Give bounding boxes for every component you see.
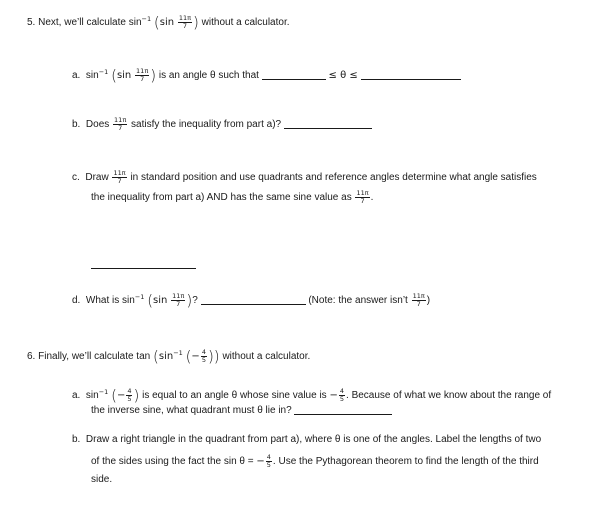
- inverse-superscript: −1: [141, 15, 152, 23]
- inverse-superscript: −1: [98, 68, 109, 76]
- paren-open: (: [111, 386, 117, 405]
- fraction-11pi-7: $\frac{11\pi}{7}$: [178, 13, 192, 30]
- q5a-sin-text: sin: [85, 70, 99, 81]
- fraction-11pi-7: $\frac{11\pi}{7}$: [412, 291, 425, 308]
- q6b-line2-post: Use the Pythagorean theorem to find the length of the third: [278, 456, 539, 468]
- q6-intro-post: without a calculator.: [222, 351, 311, 362]
- q5a-inequality: ≤ θ ≤: [328, 70, 358, 81]
- paren-close: ): [186, 291, 193, 310]
- paren-open: (: [153, 13, 160, 32]
- q6b-row3: [91, 473, 112, 487]
- paren-open: (: [185, 347, 192, 366]
- q6-number: 6.: [27, 351, 36, 362]
- fraction-4-5: $\frac{4}{5}$: [127, 386, 132, 403]
- q6b-line2-pre: of the sides using the fact the sin θ =: [91, 456, 254, 468]
- q5-intro-text: Next, we’ll calculate sin: [38, 17, 142, 28]
- q5c-answer-blank[interactable]: [91, 258, 196, 269]
- fraction-11pi-7: $\frac{11\pi}{7}$: [113, 169, 126, 185]
- q5c-label: c.: [72, 172, 80, 184]
- q6b-row1: [72, 433, 541, 447]
- q6a-line2: the inverse sine, what quadrant must θ lie in?: [91, 405, 292, 416]
- fraction-11pi-7: $\frac{11\pi}{7}$: [172, 291, 185, 308]
- fraction-4-5: $\frac{4}{5}$: [339, 386, 344, 403]
- q5b-row: [72, 117, 372, 132]
- fraction-4-5: $\frac{4}{5}$: [201, 347, 206, 364]
- paren-close: )): [207, 347, 220, 366]
- q5a-answer-blank-upper[interactable]: [361, 69, 461, 80]
- q5c-text: in standard position and use quadrants and reference angles determine what angle satisfies: [130, 172, 537, 184]
- q6a-sin-text: sin: [85, 390, 99, 401]
- q6-header: [27, 346, 310, 364]
- fraction-4-5: $\frac{4}{5}$: [266, 453, 271, 469]
- paren-open: (: [111, 66, 117, 85]
- q5b-label: b.: [72, 119, 81, 131]
- q6a-row1: a. $\sin^{-1}$ (− $\frac{4}{5}$ ) is equal to an angle θ whose sine value is − $\frac{4}{5}$ . Because of what we know about the range of: [72, 386, 552, 405]
- minus-sign: −: [116, 390, 126, 401]
- sin-label: sin: [159, 17, 175, 28]
- q5d-note: (Note: the answer isn’t: [308, 295, 408, 306]
- sin-label: sin: [153, 295, 168, 306]
- q5-intro-post: without a calculator.: [201, 17, 290, 28]
- q5b-answer-blank[interactable]: [284, 118, 372, 129]
- paren-open: (: [153, 347, 159, 366]
- fraction-11pi-7: $\frac{11\pi}{7}$: [356, 189, 369, 205]
- minus-sign: −: [329, 390, 338, 401]
- q6a-answer-blank[interactable]: [294, 404, 392, 415]
- inverse-superscript: −1: [173, 349, 183, 357]
- q5-number: 5.: [27, 17, 36, 28]
- q6-intro-text: Finally, we’ll calculate tan: [38, 351, 151, 362]
- fraction-11pi-7: $\frac{11\pi}{7}$: [136, 66, 149, 83]
- q5c-pre: Draw: [85, 172, 109, 184]
- minus-sign: −: [256, 456, 265, 468]
- minus-sign: −: [191, 351, 200, 362]
- q5c-line2: the inequality from part a) AND has the same sine value as: [91, 192, 352, 204]
- q6a-text2: Because of what we know about the range of: [351, 390, 552, 401]
- q5c-row2: [91, 190, 373, 205]
- q6a-row2: [91, 404, 392, 418]
- paren-close: ): [150, 66, 157, 85]
- q6a-label: a.: [72, 390, 81, 401]
- q5-header: [27, 12, 290, 30]
- q5d-note-close: ): [426, 295, 431, 306]
- q5a-label: a.: [72, 70, 81, 81]
- fraction-11pi-7: $\frac{11\pi}{7}$: [114, 116, 127, 132]
- q6b-line1: Draw a right triangle in the quadrant from part a), where θ is one of the angles. Label the lengths of two: [85, 434, 542, 445]
- q6b-label: b.: [72, 434, 81, 445]
- q5a-row: [72, 65, 461, 83]
- q5d-pre: What is sin: [85, 295, 135, 306]
- q5a-answer-blank-lower[interactable]: [262, 69, 326, 80]
- q5c-row1: [72, 170, 537, 185]
- q6b-line3: side.: [91, 474, 113, 485]
- q5b-text: satisfy the inequality from part a)?: [131, 119, 282, 131]
- q5d-answer-blank[interactable]: [201, 294, 306, 305]
- q5a-text: is an angle θ such that: [158, 70, 259, 81]
- paren-close: ): [133, 386, 140, 405]
- q5b-pre: Does: [85, 119, 110, 131]
- q5c-period: .: [370, 192, 374, 204]
- paren-open: (: [147, 291, 154, 310]
- paren-close: ): [193, 13, 199, 32]
- q6b-row2: of the sides using the fact the sin θ = − $\frac{4}{5}$ . Use the Pythagorean theorem to find the length of the third: [91, 453, 539, 469]
- sin-label: sin: [158, 351, 174, 362]
- sin-label: sin: [116, 70, 132, 81]
- q5d-row: [72, 290, 430, 308]
- inverse-superscript: −1: [98, 388, 109, 396]
- q6a-text: is equal to an angle θ whose sine value is: [142, 390, 327, 401]
- inverse-superscript: −1: [134, 293, 145, 301]
- q5d-question-mark: ?: [192, 295, 198, 306]
- q5d-label: d.: [72, 295, 81, 306]
